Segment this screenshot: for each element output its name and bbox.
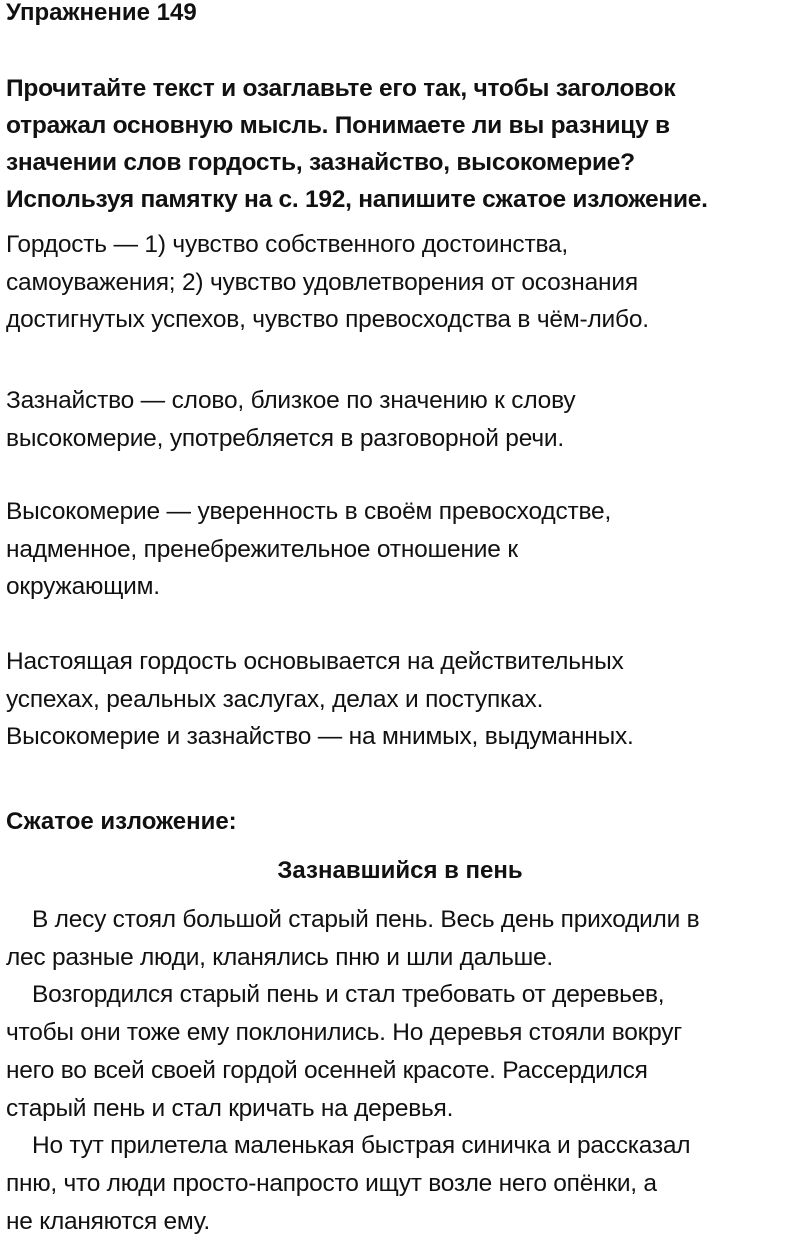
definition-line: Гордость — 1) чувство собственного достоинства, xyxy=(6,231,569,258)
definition-line: Настоящая гордость основывается на действительных xyxy=(6,648,624,675)
definition-conceit xyxy=(6,382,796,457)
definition-line: Зазнайство — слово, близкое по значению к слову xyxy=(6,387,576,414)
story-line: лес разные люди, кланялись пню и шли дальше. xyxy=(6,943,553,971)
story-text xyxy=(6,901,798,1240)
story-line: Но тут прилетела маленькая быстрая синичка и рассказал xyxy=(32,1132,691,1160)
task-text xyxy=(6,70,796,218)
definition-line: надменное, пренебрежительное отношение к xyxy=(6,535,518,563)
task-line: отражал основную мысль. Понимаете ли вы разницу в xyxy=(6,112,670,139)
story-line: В лесу стоял большой старый пень. Весь день приходили в xyxy=(32,906,700,933)
definition-line: успехах, реальных заслугах, делах и поступках. xyxy=(6,685,544,713)
definition-line: высокомерие, употребляется в разговорной речи. xyxy=(6,424,564,452)
task-line: Используя памятку на с. 192, напишите сжатое изложение. xyxy=(6,186,708,213)
definition-arrogance xyxy=(6,493,796,606)
story-title: Зазнавшийся в пень xyxy=(277,857,523,884)
story-line: Возгордился старый пень и стал требовать от деревьев, xyxy=(32,981,665,1009)
definition-pride xyxy=(6,226,796,339)
story-line: пню, что люди просто-напросто ищут возле него опёнки, а xyxy=(6,1169,657,1197)
story-line: старый пень и стал кричать на деревья. xyxy=(6,1094,454,1122)
definition-line: самоуважения; 2) чувство удовлетворения от осознания xyxy=(6,268,638,296)
task-line: значении слов гордость, зазнайство, высокомерие? xyxy=(6,149,635,176)
story-line: не кланяются ему. xyxy=(6,1207,210,1235)
definition-line: Высокомерие — уверенность в своём превосходстве, xyxy=(6,498,612,525)
definition-line: Высокомерие и зазнайство — на мнимых, выдуманных. xyxy=(6,723,634,750)
definition-true-pride xyxy=(6,643,796,756)
definition-line: достигнутых успехов, чувство превосходства в чём-либо. xyxy=(6,306,649,333)
story-line: чтобы они тоже ему поклонились. Но деревья стояли вокруг xyxy=(6,1019,682,1047)
task-line: Прочитайте текст и озаглавьте его так, чтобы заголовок xyxy=(6,75,676,102)
summary-label: Сжатое изложение: xyxy=(6,808,237,835)
exercise-title: Упражнение 149 xyxy=(6,0,197,26)
definition-line: окружающим. xyxy=(6,573,160,600)
story-line: него во всей своей гордой осенней красоте. Рассердился xyxy=(6,1056,648,1084)
